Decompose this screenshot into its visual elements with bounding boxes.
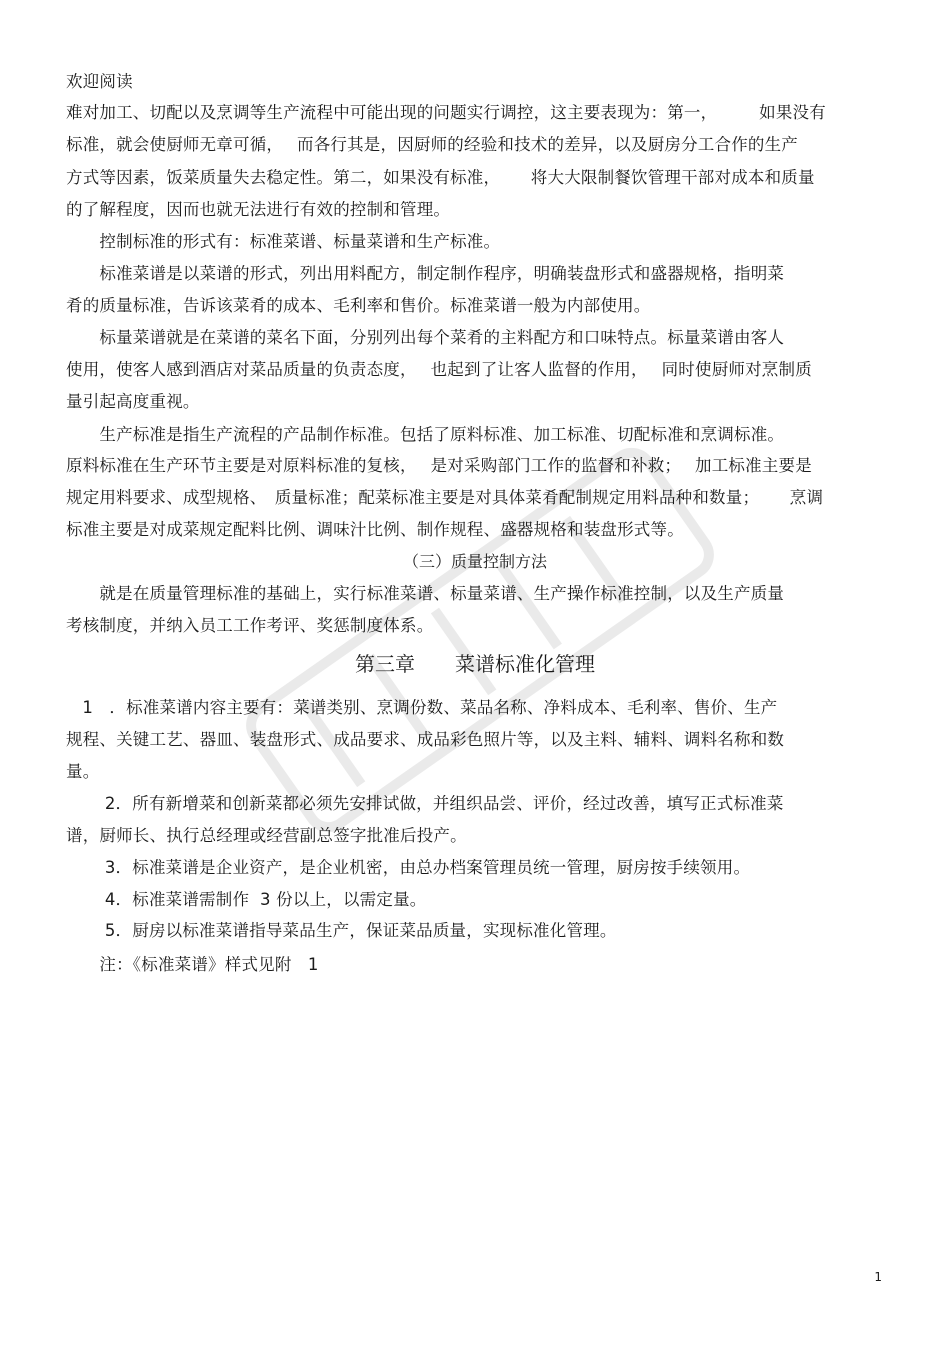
body-line: 使用，使客人感到酒店对菜品质量的负责态度， 也起到了让客人监督的作用， 同时使厨师对烹制质 [66, 360, 812, 379]
page-number: 1 [874, 1270, 882, 1284]
body-line: 控制标准的形式有：标准菜谱、标量菜谱和生产标准。 [66, 232, 501, 251]
list-item: 5．厨房以标准菜谱指导菜品生产，保证菜品质量，实现标准化管理。 [66, 921, 617, 940]
list-item: 2．所有新增菜和创新菜都必须先安排试做，并组织品尝、评价，经过改善，填写正式标准菜 [66, 794, 784, 813]
body-line: 就是在质量管理标准的基础上，实行标准菜谱、标量菜谱、生产操作标准控制，以及生产质量 [66, 584, 785, 603]
chapter-title: 第三章 菜谱标准化管理 [355, 652, 595, 676]
body-line: 的了解程度，因而也就无法进行有效的控制和管理。 [66, 200, 451, 219]
section-subheading: （三）质量控制方法 [402, 552, 547, 571]
body-line: 标准菜谱是以菜谱的形式，列出用料配方，制定制作程序，明确装盘形式和盛器规格，指明菜 [66, 264, 785, 283]
body-line: 原料标准在生产环节主要是对原料标准的复核， 是对采购部门工作的监督和补救； 加工标准主要是 [66, 456, 812, 475]
list-item: 4．标准菜谱需制作 3 份以上，以需定量。 [66, 890, 427, 909]
body-line: 标量菜谱就是在菜谱的菜名下面，分别列出每个菜肴的主料配方和口味特点。标量菜谱由客人 [66, 328, 785, 347]
body-line: 量引起高度重视。 [66, 392, 200, 411]
note-text: 注：《标准菜谱》样式见附 1 [66, 955, 319, 974]
body-line: 生产标准是指生产流程的产品制作标准。包括了原料标准、加工标准、切配标准和烹调标准。 [66, 425, 785, 444]
list-item: 规程、关键工艺、器皿、装盘形式、成品要求、成品彩色照片等，以及主料、辅料、调料名称和数 [66, 730, 785, 749]
body-line: 标准主要是对成菜规定配料比例、调味汁比例、制作规程、盛器规格和装盘形式等。 [66, 520, 684, 539]
body-line: 考核制度，并纳入员工工作考评、奖惩制度体系。 [66, 616, 434, 635]
list-item: 3．标准菜谱是企业资产，是企业机密，由总办档案管理员统一管理，厨房按手续领用。 [66, 858, 751, 877]
list-item: 量。 [66, 762, 100, 781]
welcome-text: 欢迎阅读 [66, 72, 133, 91]
body-line: 难对加工、切配以及烹调等生产流程中可能出现的问题实行调控，这主要表现为：第一， 如果没有 [66, 103, 826, 122]
list-item: 谱，厨师长、执行总经理或经营副总签字批准后投产。 [66, 826, 467, 845]
body-line: 标准，就会使厨师无章可循， 而各行其是，因厨师的经验和技术的差异，以及厨房分工合作的生产 [66, 135, 798, 154]
list-item: 1 ．标准菜谱内容主要有：菜谱类别、烹调份数、菜品名称、净料成本、毛利率、售价、生产 [66, 698, 778, 717]
body-line: 规定用料要求、成型规格、 质量标准；配菜标准主要是对具体菜肴配制规定用料品种和数量； 烹调 [66, 488, 824, 507]
body-line: 肴的质量标准，告诉该菜肴的成本、毛利率和售价。标准菜谱一般为内部使用。 [66, 296, 651, 315]
body-line: 方式等因素，饭菜质量失去稳定性。第二，如果没有标准， 将大大限制餐饮管理干部对成本和质量 [66, 168, 815, 187]
